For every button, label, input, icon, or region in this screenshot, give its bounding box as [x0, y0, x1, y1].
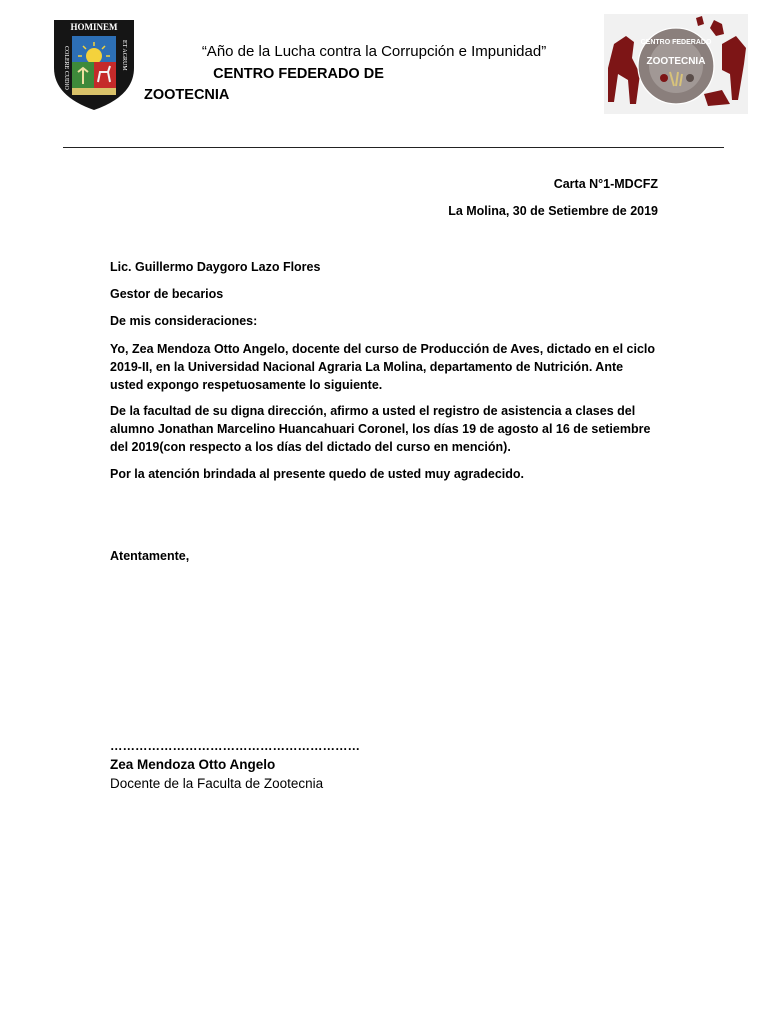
- signature-line: ……………………………………………………: [110, 739, 360, 753]
- seal-top-text: CENTRO FEDERADO: [640, 39, 712, 46]
- zootecnia-seal-logo: [604, 14, 748, 114]
- letter-date: La Molina, 30 de Setiembre de 2019: [448, 204, 658, 218]
- crest-motto-right: ET AGRUM: [121, 40, 127, 71]
- paragraph-thanks: Por la atención brindada al presente quedo de usted muy agradecido.: [110, 467, 524, 481]
- header-divider: [63, 147, 724, 148]
- signatory-title: Docente de la Faculta de Zootecnia: [110, 776, 324, 791]
- crest-motto-top: HOMINEM: [70, 22, 118, 32]
- greeting: De mis consideraciones:: [110, 314, 258, 328]
- paragraph-attendance: De la facultad de su digna dirección, afirmo a usted el registro de asistencia a clases del alumno Jonathan Marcelino Huancahuari Coronel, los días 19 de agosto al 16 de setiembre del 2019(con respecto a los días del dictado del curso en mención).: [110, 404, 651, 454]
- signatory-name: Zea Mendoza Otto Angelo: [110, 757, 276, 772]
- crest-motto-left: COLERE CUDIO: [63, 46, 69, 90]
- seal-center-text: ZOOTECNIA: [646, 56, 706, 67]
- recipient-title: Gestor de becarios: [110, 287, 224, 301]
- closing: Atentamente,: [110, 549, 190, 563]
- year-motto: “Año de la Lucha contra la Corrupción e Impunidad”: [201, 43, 547, 60]
- university-crest-logo: [50, 16, 138, 112]
- federation-name-line1: CENTRO FEDERADO DE: [213, 66, 384, 82]
- letter-number: Carta N°1-MDCFZ: [553, 177, 658, 191]
- recipient-name: Lic. Guillermo Daygoro Lazo Flores: [110, 260, 321, 274]
- federation-name-line2: ZOOTECNIA: [144, 87, 230, 103]
- paragraph-introduction: Yo, Zea Mendoza Otto Angelo, docente del curso de Producción de Aves, dictado en el ciclo 2019-II, en la Universidad Nacional Agraria La Molina, departamento de Nutrición. Ante usted expongo respetuosamente lo siguiente.: [110, 342, 656, 392]
